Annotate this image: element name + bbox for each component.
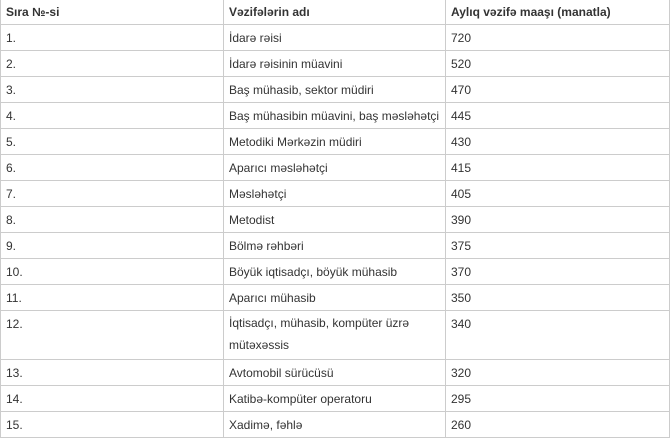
- table-header-row: [1, 0, 670, 25]
- table-row: [1, 51, 670, 77]
- table-row: [1, 311, 670, 360]
- row-position: Baş mühasibin müavini, baş məsləhətçi: [224, 103, 446, 129]
- row-salary: 720: [446, 25, 670, 51]
- row-salary: 520: [446, 51, 670, 77]
- header-position: Vəzifələrin adı: [224, 0, 446, 25]
- row-number: 10.: [1, 259, 224, 285]
- row-position: Katibə-kompüter operatoru: [224, 386, 446, 412]
- row-salary: 370: [446, 259, 670, 285]
- row-salary: 375: [446, 233, 670, 259]
- row-number: 6.: [1, 155, 224, 181]
- row-number: 12.: [1, 311, 224, 360]
- row-position: Xadimə, fəhlə: [224, 412, 446, 438]
- row-salary: 340: [446, 311, 670, 360]
- table-row: [1, 181, 670, 207]
- table-row: [1, 412, 670, 438]
- row-salary: 445: [446, 103, 670, 129]
- row-position: Böyük iqtisadçı, böyük mühasib: [224, 259, 446, 285]
- row-salary: 470: [446, 77, 670, 103]
- table-row: [1, 155, 670, 181]
- table-row: [1, 386, 670, 412]
- row-position: Metodiki Mərkəzin müdiri: [224, 129, 446, 155]
- table-row: [1, 259, 670, 285]
- row-position: Bölmə rəhbəri: [224, 233, 446, 259]
- row-number: 9.: [1, 233, 224, 259]
- row-position: Avtomobil sürücüsü: [224, 360, 446, 386]
- row-salary: 295: [446, 386, 670, 412]
- row-salary: 320: [446, 360, 670, 386]
- table-row: [1, 207, 670, 233]
- row-salary: 260: [446, 412, 670, 438]
- row-salary: 430: [446, 129, 670, 155]
- row-number: 1.: [1, 25, 224, 51]
- row-position: Aparıcı məsləhətçi: [224, 155, 446, 181]
- header-salary: Aylıq vəzifə maaşı (manatla): [446, 0, 670, 25]
- row-number: 14.: [1, 386, 224, 412]
- row-salary: 405: [446, 181, 670, 207]
- table-row: [1, 129, 670, 155]
- row-number: 5.: [1, 129, 224, 155]
- row-salary: 350: [446, 285, 670, 311]
- table-row: [1, 285, 670, 311]
- row-position: Metodist: [224, 207, 446, 233]
- row-number: 11.: [1, 285, 224, 311]
- table-row: [1, 360, 670, 386]
- row-position: İdarə rəisinin müavini: [224, 51, 446, 77]
- row-salary: 415: [446, 155, 670, 181]
- table-row: [1, 103, 670, 129]
- row-position: Məsləhətçi: [224, 181, 446, 207]
- row-number: 8.: [1, 207, 224, 233]
- row-number: 13.: [1, 360, 224, 386]
- row-number: 2.: [1, 51, 224, 77]
- table-row: [1, 77, 670, 103]
- row-salary: 390: [446, 207, 670, 233]
- row-number: 4.: [1, 103, 224, 129]
- table-row: [1, 233, 670, 259]
- row-position: İqtisadçı, mühasib, kompüter üzrə mütəxəssis: [224, 311, 446, 360]
- row-number: 3.: [1, 77, 224, 103]
- table-row: [1, 25, 670, 51]
- row-number: 15.: [1, 412, 224, 438]
- row-number: 7.: [1, 181, 224, 207]
- header-number: Sıra №-si: [1, 0, 224, 25]
- row-position: Baş mühasib, sektor müdiri: [224, 77, 446, 103]
- row-position: Aparıcı mühasib: [224, 285, 446, 311]
- row-position: İdarə rəisi: [224, 25, 446, 51]
